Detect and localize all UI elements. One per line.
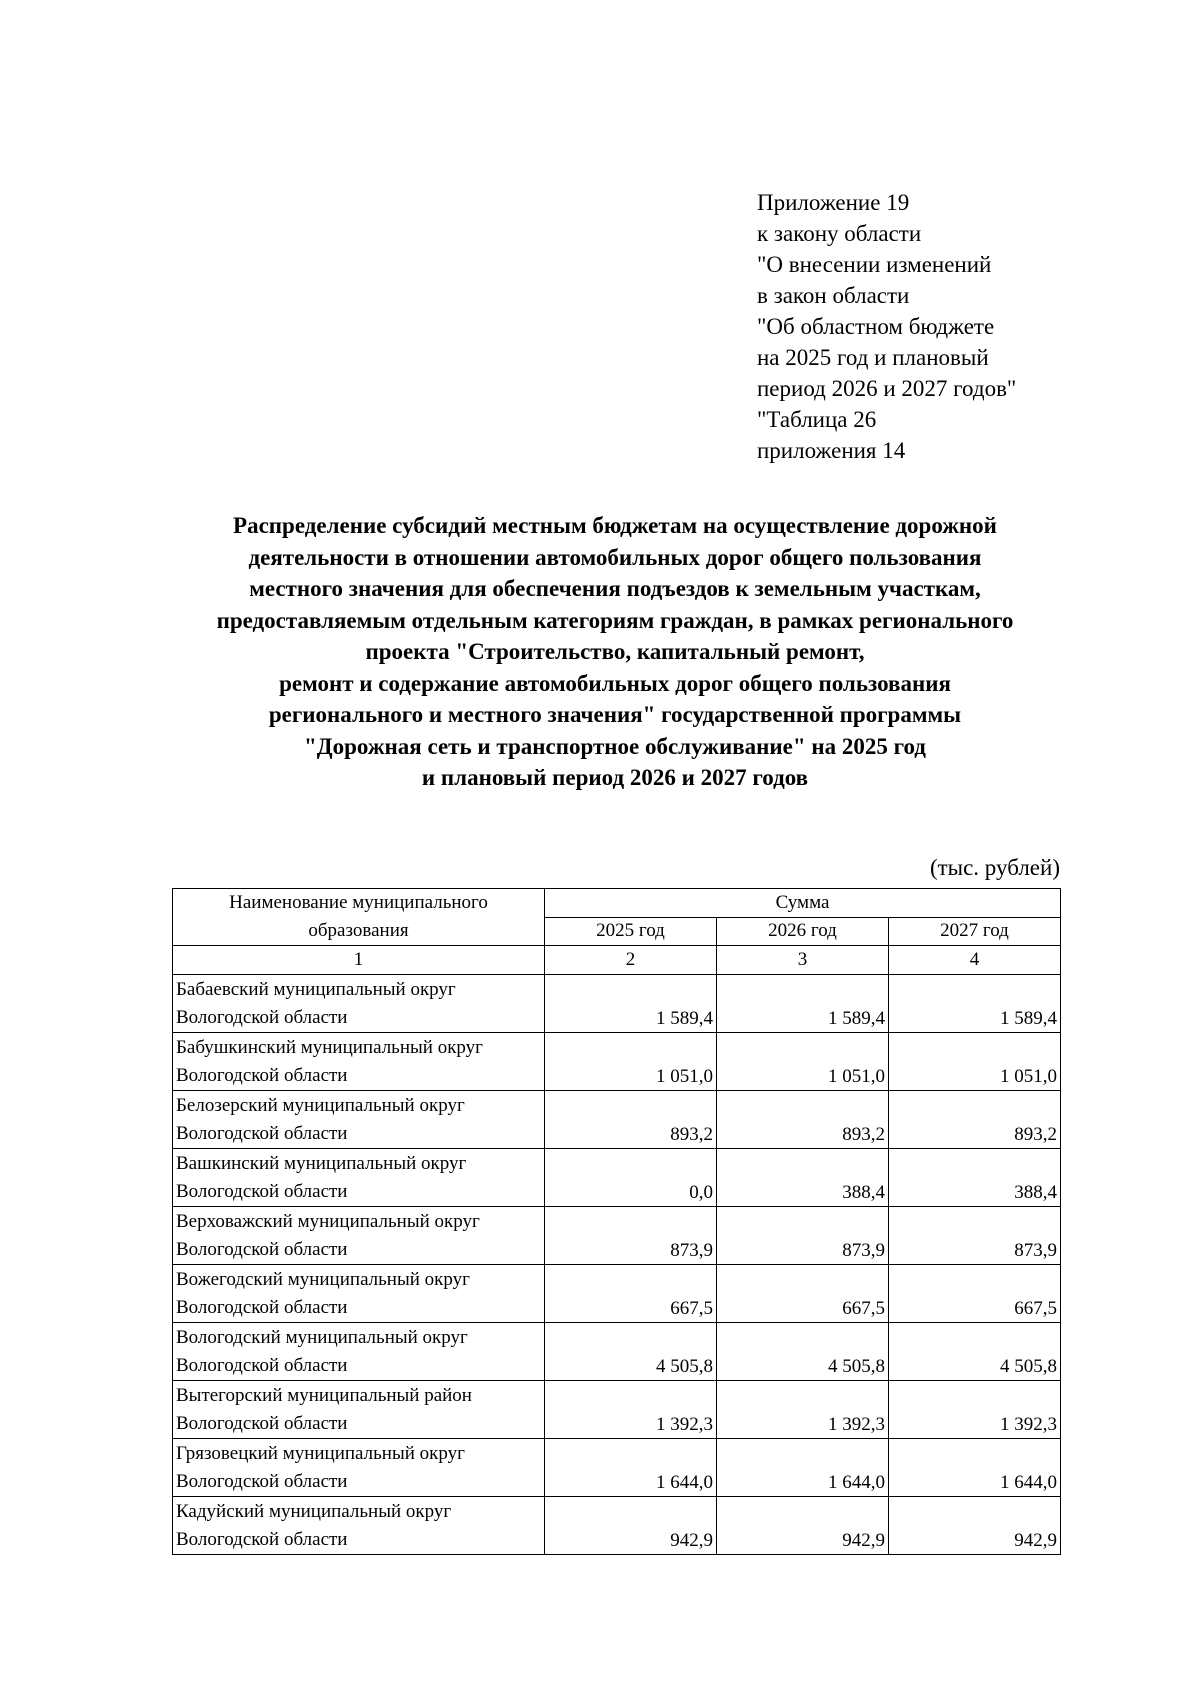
name-line: Вологодской области xyxy=(176,1413,348,1434)
value-2025: 1 644,0 xyxy=(545,1439,717,1497)
name-line: Белозерский муниципальный округ xyxy=(176,1095,465,1116)
table-row xyxy=(173,1439,1061,1497)
title-line: Распределение субсидий местным бюджетам на осуществление дорожной xyxy=(233,513,997,538)
municipality-name xyxy=(173,1497,545,1555)
units-label: (тыс. рублей) xyxy=(929,855,1060,880)
name-line: Вологодской области xyxy=(176,1007,348,1028)
value-2026: 4 505,8 xyxy=(717,1323,889,1381)
value-2025: 667,5 xyxy=(545,1265,717,1323)
name-line: Бабушкинский муниципальный округ xyxy=(176,1037,483,1058)
table-row xyxy=(173,1497,1061,1555)
value-2026: 1 392,3 xyxy=(717,1381,889,1439)
name-line: Грязовецкий муниципальный округ xyxy=(176,1443,465,1464)
municipality-name xyxy=(173,1207,545,1265)
table-row xyxy=(173,1207,1061,1265)
value-2026: 942,9 xyxy=(717,1497,889,1555)
table-row xyxy=(173,1149,1061,1207)
value-2027: 893,2 xyxy=(889,1091,1061,1149)
value-2026: 667,5 xyxy=(717,1265,889,1323)
value-2027: 4 505,8 xyxy=(889,1323,1061,1381)
appendix-line: период 2026 и 2027 годов" xyxy=(757,376,1017,401)
subsidy-table xyxy=(172,888,1061,1555)
value-2025: 1 589,4 xyxy=(545,975,717,1033)
header-year-2025: 2025 год xyxy=(545,917,717,946)
table-row xyxy=(173,1265,1061,1323)
title-line: ремонт и содержание автомобильных дорог общего пользования xyxy=(279,670,951,696)
value-2027: 667,5 xyxy=(889,1265,1061,1323)
municipality-name xyxy=(173,1439,545,1497)
value-2025: 873,9 xyxy=(545,1207,717,1265)
title-line: деятельности в отношении автомобильных дорог общего пользования xyxy=(248,544,982,570)
name-line: Вожегодский муниципальный округ xyxy=(176,1269,470,1290)
header-row xyxy=(173,889,1061,918)
title-line: предоставляемым отдельным категориям граждан, в рамках регионального xyxy=(216,607,1014,633)
document-title xyxy=(130,510,1100,794)
value-2025: 893,2 xyxy=(545,1091,717,1149)
title-line: проекта "Строительство, капитальный ремонт, xyxy=(365,639,865,664)
value-2026: 1 644,0 xyxy=(717,1439,889,1497)
municipality-name xyxy=(173,1033,545,1091)
value-2027: 1 392,3 xyxy=(889,1381,1061,1439)
table-row xyxy=(173,1091,1061,1149)
name-line: Вологодской области xyxy=(176,1471,348,1492)
table-row xyxy=(173,1381,1061,1439)
name-line: Кадуйский муниципальный округ xyxy=(176,1501,452,1522)
municipality-name xyxy=(173,975,545,1033)
title-line: местного значения для обеспечения подъездов к земельным участкам, xyxy=(249,576,981,601)
municipality-name xyxy=(173,1149,545,1207)
value-2025: 1 392,3 xyxy=(545,1381,717,1439)
name-line: Вологодской области xyxy=(176,1529,348,1550)
name-line: Вологодской области xyxy=(176,1297,348,1318)
name-line: Вытегорский муниципальный район xyxy=(176,1385,472,1406)
header-year-2026: 2026 год xyxy=(717,917,889,946)
table-row xyxy=(173,975,1061,1033)
appendix-line: в закон области xyxy=(757,283,910,308)
appendix-line: к закону области xyxy=(757,221,922,246)
value-2027: 942,9 xyxy=(889,1497,1061,1555)
appendix-line: приложения 14 xyxy=(757,438,906,463)
appendix-line: "О внесении изменений xyxy=(757,252,992,277)
value-2025: 1 051,0 xyxy=(545,1033,717,1091)
value-2027: 388,4 xyxy=(889,1149,1061,1207)
header-name-cell xyxy=(173,889,545,946)
value-2027: 873,9 xyxy=(889,1207,1061,1265)
value-2026: 1 589,4 xyxy=(717,975,889,1033)
name-line: Вологодской области xyxy=(176,1239,348,1260)
value-2026: 893,2 xyxy=(717,1091,889,1149)
name-line: Вологодский муниципальный округ xyxy=(176,1327,468,1348)
name-line: Вологодской области xyxy=(176,1181,348,1202)
name-line: Верховажский муниципальный округ xyxy=(176,1211,480,1232)
table-row xyxy=(173,1033,1061,1091)
value-2025: 942,9 xyxy=(545,1497,717,1555)
header-sum-cell: Сумма xyxy=(545,889,1061,918)
name-line: Вологодской области xyxy=(176,1065,348,1086)
name-line: Вологодской области xyxy=(176,1123,348,1144)
value-2027: 1 051,0 xyxy=(889,1033,1061,1091)
name-line: Вашкинский муниципальный округ xyxy=(176,1153,467,1174)
title-line: "Дорожная сеть и транспортное обслуживание" на 2025 год xyxy=(304,733,926,759)
header-name-line: образования xyxy=(308,920,409,941)
column-number: 2 xyxy=(545,946,717,975)
appendix-reference xyxy=(757,187,1177,466)
municipality-name xyxy=(173,1265,545,1323)
appendix-line: Приложение 19 xyxy=(757,190,910,215)
column-number: 1 xyxy=(173,946,545,975)
title-line: регионального и местного значения" государственной программы xyxy=(268,702,962,727)
municipality-name xyxy=(173,1381,545,1439)
value-2025: 4 505,8 xyxy=(545,1323,717,1381)
name-line: Вологодской области xyxy=(176,1355,348,1376)
appendix-line: "Об областном бюджете xyxy=(757,314,995,339)
value-2027: 1 589,4 xyxy=(889,975,1061,1033)
column-number-row xyxy=(173,946,1061,975)
municipality-name xyxy=(173,1091,545,1149)
value-2026: 388,4 xyxy=(717,1149,889,1207)
value-2025: 0,0 xyxy=(545,1149,717,1207)
municipality-name xyxy=(173,1323,545,1381)
value-2027: 1 644,0 xyxy=(889,1439,1061,1497)
title-line: и плановый период 2026 и 2027 годов xyxy=(421,765,809,790)
column-number: 3 xyxy=(717,946,889,975)
value-2026: 873,9 xyxy=(717,1207,889,1265)
value-2026: 1 051,0 xyxy=(717,1033,889,1091)
table-row xyxy=(173,1323,1061,1381)
column-number: 4 xyxy=(889,946,1061,975)
header-name-line: Наименование муниципального xyxy=(229,892,488,913)
header-year-2027: 2027 год xyxy=(889,917,1061,946)
name-line: Бабаевский муниципальный округ xyxy=(176,979,456,1000)
appendix-line: "Таблица 26 xyxy=(757,407,877,432)
appendix-line: на 2025 год и плановый xyxy=(757,345,989,370)
